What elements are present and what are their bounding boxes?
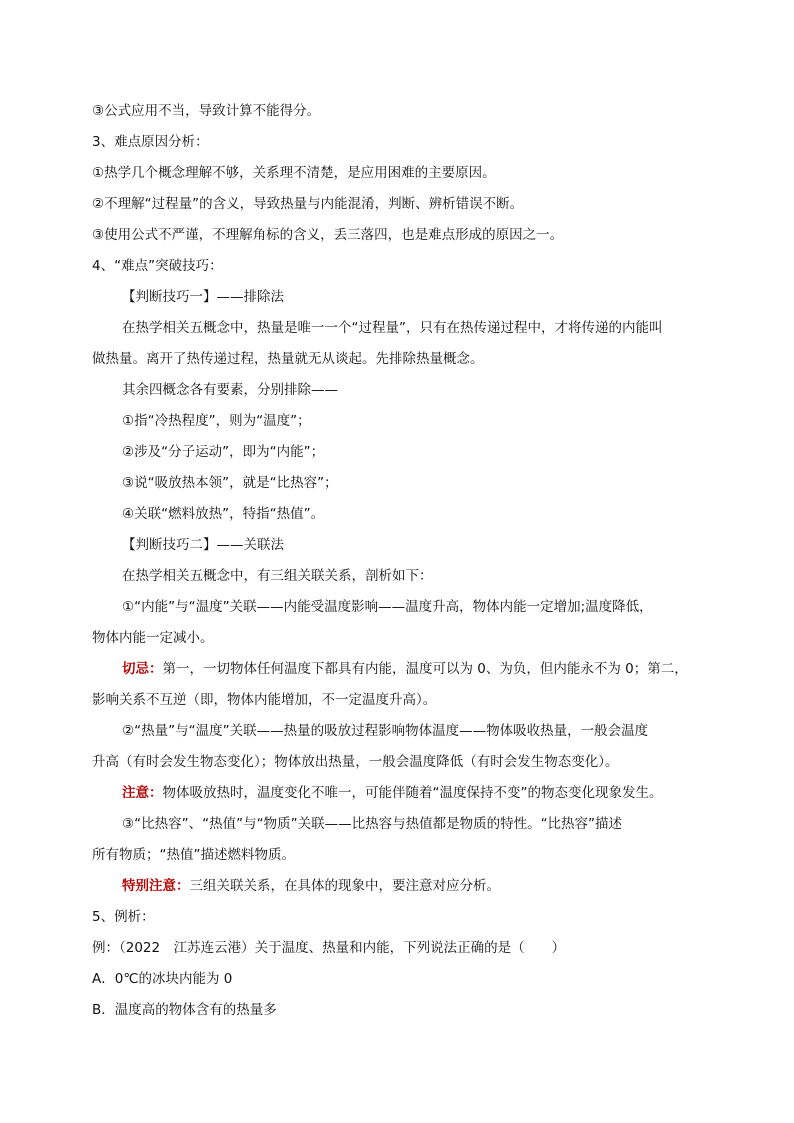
text-line: 做热量。离开了热传递过程，热量就无从谈起。先排除热量概念。 — [92, 351, 484, 367]
note-label: 注意： — [122, 785, 163, 801]
section-heading: 4、“难点”突破技巧： — [92, 258, 223, 274]
text-line: ②涉及“分子运动”，即为“内能”； — [122, 444, 325, 460]
text-line: 影响关系不互逆（即，物体内能增加，不一定温度升高）。 — [92, 692, 437, 708]
section-heading: 5、例析： — [92, 909, 155, 925]
special-note-paragraph — [122, 877, 500, 895]
text-line: 其余四概念各有要素，分别排除—— — [122, 382, 338, 398]
text-line: 升高（有时会发生物态变化）；物体放出热量，一般会温度降低（有时会发生物态变化）。 — [92, 754, 619, 770]
text-line: ③使用公式不严谨，不理解角标的含义，丢三落四，也是难点形成的原因之一。 — [92, 227, 564, 243]
caution-label: 切忌： — [122, 661, 163, 677]
text-line: ①热学几个概念理解不够，关系理不清楚，是应用困难的主要原因。 — [92, 165, 496, 181]
text-line: ②“热量”与“温度”关联——热量的吸放过程影响物体温度——物体吸收热量，一般会温度 — [122, 723, 649, 739]
text-line: ③“比热容”、“热值”与“物质”关联——比热容与热值都是物质的特性。“比热容”描述 — [122, 816, 623, 832]
section-heading: 3、难点原因分析： — [92, 134, 209, 150]
subsection-heading: 【判断技巧二】——关联法 — [122, 537, 284, 553]
special-note-label: 特别注意： — [122, 878, 190, 894]
option-b: B．温度高的物体含有的热量多 — [92, 1002, 277, 1018]
caution-text: 第一，一切物体任何温度下都具有内能，温度可以为 0、为负，但内能永不为 0；第二， — [162, 661, 688, 677]
caution-paragraph — [122, 660, 688, 678]
special-note-text: 三组关联关系，在具体的现象中，要注意对应分析。 — [189, 878, 500, 894]
text-line: 物体内能一定减小。 — [92, 630, 214, 646]
option-a: A．0℃的冰块内能为 0 — [92, 971, 233, 987]
text-line: ③公式应用不当，导致计算不能得分。 — [92, 103, 321, 119]
text-line: ①“内能”与“温度”关联——内能受温度影响——温度升高，物体内能一定增加;温度降低， — [122, 599, 653, 615]
text-line: ②不理解“过程量”的含义，导致热量与内能混淆，判断、辨析错误不断。 — [92, 196, 524, 212]
text-line: ①指“冷热程度”，则为“温度”； — [122, 413, 311, 429]
text-line: ④关联“燃料放热”，特指“热值”。 — [122, 506, 325, 522]
note-text: 物体吸放热时，温度变化不唯一，可能伴随着“温度保持不变”的物态变化现象发生。 — [162, 785, 663, 801]
note-paragraph — [122, 784, 663, 802]
text-line: 所有物质；“热值”描述燃料物质。 — [92, 847, 295, 863]
example-question: 例：（2022 江苏连云港）关于温度、热量和内能，下列说法正确的是（ ） — [92, 940, 566, 956]
text-line: 在热学相关五概念中，有三组关联关系，剖析如下： — [122, 568, 433, 584]
subsection-heading: 【判断技巧一】——排除法 — [122, 289, 284, 305]
text-line: ③说“吸放热本领”，就是“比热容”； — [122, 475, 338, 491]
text-line: 在热学相关五概念中，热量是唯一一个“过程量”，只有在热传递过程中，才将传递的内能叫 — [122, 320, 663, 336]
